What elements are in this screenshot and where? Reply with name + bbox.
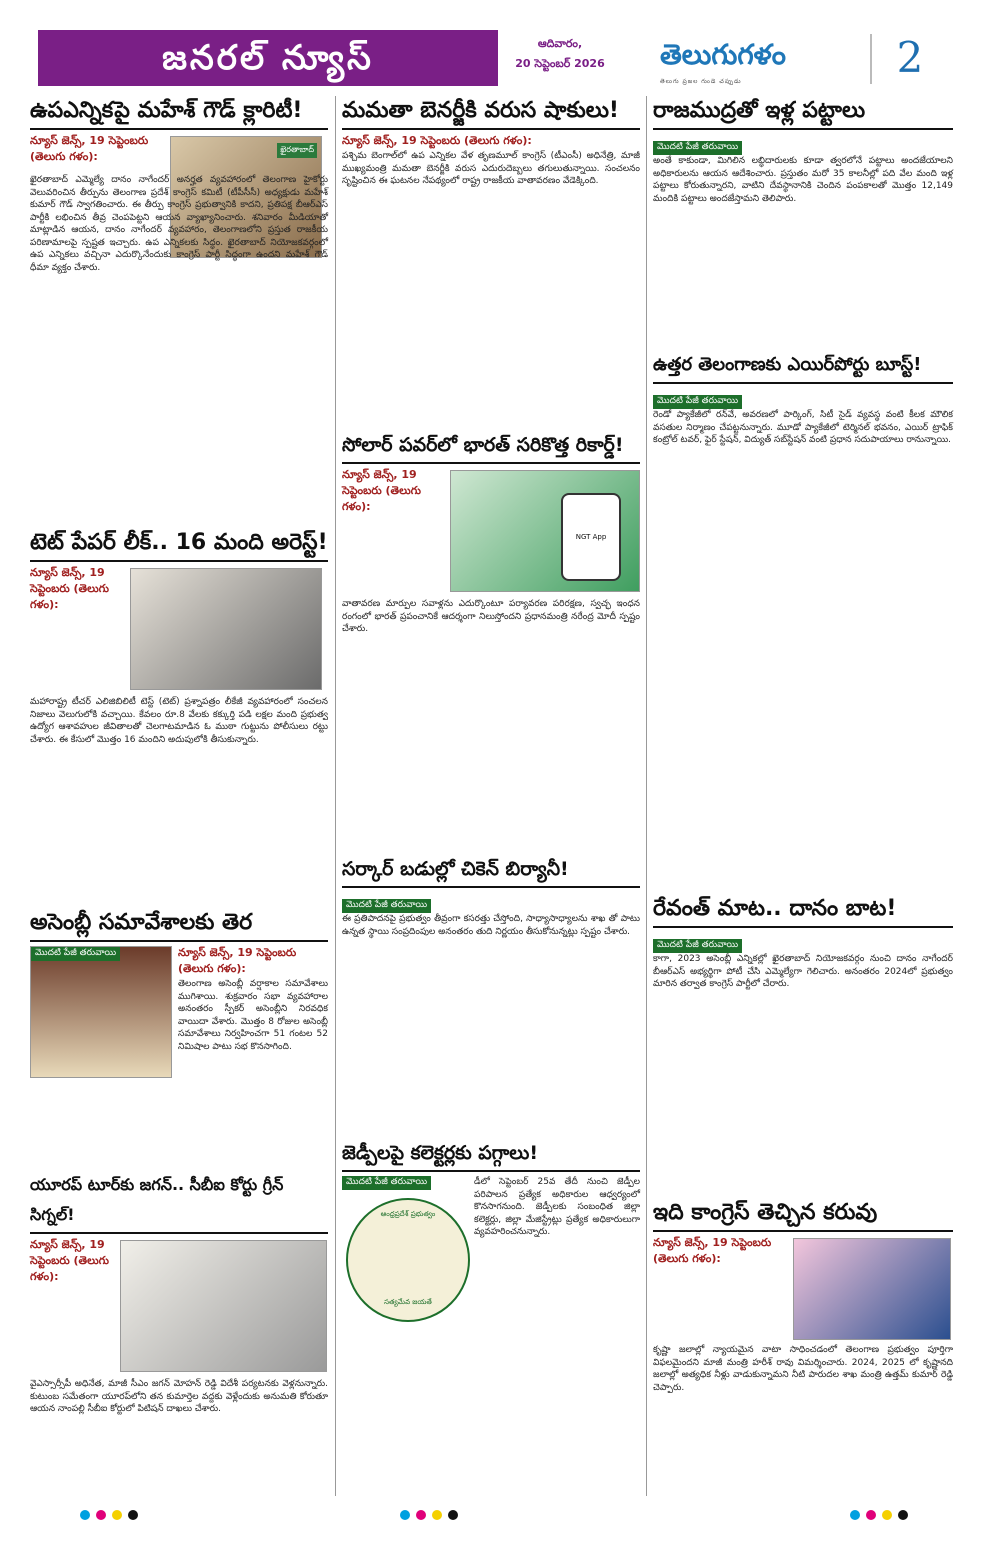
seal-text: ఆంధ్రప్రదేశ్ ప్రభుత్వం [380, 1210, 436, 1218]
headline: టెట్ పేపర్ లీక్.. 16 మంది అరెస్ట్! [30, 528, 328, 562]
continued-tag: మొదటి పేజీ తరువాయి [653, 939, 742, 953]
section-title: జనరల్ న్యూస్ [162, 38, 374, 78]
headline: మమతా బెనర్జీకి వరుస షాకులు! [342, 96, 640, 130]
article-body: తెలంగాణ అసెంబ్లీ వర్షాకాల సమావేశాలు ముగిశాయి. శుక్రవారం సభా వ్యవహారాల అనంతరం స్పీకర్ అసెంబ్లీని నిరవధిక వాయిదా వేశారు. మొత్తం 8 రోజుల అసెంబ్లీ సమావేశాలు నిర్వహించగా 51 గంటల 52 నిమిషాల పాటు సభ కొనసాగింది. [178, 979, 328, 1052]
article-house-pattas [653, 96, 953, 346]
headline: ఉత్తర తెలంగాణకు ఎయిర్‌పోర్టు బూస్ట్! [653, 350, 953, 384]
article-body: రెండో ప్యాకేజీలో రన్‌వే, అవరణలో పార్కింగ్, సిటీ సైడ్ వ్యవస్థ వంటి కీలక మౌలిక వసతుల నిర్మాణం చేపట్టనున్నారు. మూడో ప్యాకేజీలో టెర్మినల్ భవనం, ఎయిర్ ట్రాఫిక్ కంట్రోల్ టవర్, ఫైర్ స్టేషన్, విద్యుత్ సబ్‌స్టేషన్ వంటి ప్రధాన సదుపాయాలు రానున్నాయి. [653, 410, 953, 445]
article-jagan [30, 1170, 328, 1500]
dateline: న్యూస్ జెన్స్, 19 సెప్టెంబరు (తెలుగు గళం): [30, 134, 149, 163]
article-body: మహారాష్ట్ర టీచర్ ఎలిజిబిలిటీ టెస్ట్ (టెట్) ప్రశ్నాపత్రం లీకేజీ వ్యవహారంలో సంచలన నిజాలు వెలుగులోకి వచ్చాయి. కేవలం రూ.8 వేలకు కక్కుర్తి పడి లక్షల మంది ప్రభుత్వ ఉద్యోగ ఆశావహుల జీవితాలతో చెలగాటమాడిన ఓ ముఠా గుట్టును పోలీసులు రట్టు చేశారు. ఈ కేసులో మొత్తం 16 మందిని అదుపులోకి తీసుకున్నారు. [30, 697, 328, 745]
registration-dot [112, 1510, 122, 1520]
headline: అసెంబ్లీ సమావేశాలకు తెర [30, 908, 328, 942]
article-drought [653, 1198, 953, 1498]
registration-dot [866, 1510, 876, 1520]
dateline: న్యూస్ జెన్స్, 19 సెప్టెంబరు (తెలుగు గళం): [342, 468, 421, 513]
headline: రాజముద్రతో ఇళ్ల పట్టాలు [653, 96, 953, 130]
article-zp [342, 1138, 640, 1498]
article-body: ఖైరతాబాద్ ఎమ్మెల్యే దానం నాగేందర్ అనర్హత వ్యవహారంలో తెలంగాణ హైకోర్టు వెలువరించిన తీర్పును తెలంగాణ ప్రదేశ్ కాంగ్రెస్ కమిటీ (టీపీసీసీ) అధ్యక్షుడు మహేశ్ కుమార్ గౌడ్ స్వాగతించారు. ఈ తీర్పు కాంగ్రెస్ ప్రభుత్వానికి కాదని, ప్రతిపక్ష బీఆర్‌ఎస్ పార్టీకి లభించిన తీవ్ర చెంపపెట్టని ఆయన వ్యాఖ్యానించారు. శనివారం మీడియాతో మాట్లాడిన ఆయన, దానం నాగేందర్ వ్యవహారం, తెలంగాణలోని ప్రస్తుత రాజకీయ పరిణామాలపై స్పష్టత ఇచ్చారు. ఉప ఎన్నికలకు సిద్ధం. ఖైరతాబాద్ నియోజకవర్గంలో ఉప ఎన్నికలు వచ్చినా ఎదుర్కొనేందుకు కాంగ్రెస్ పార్టీ సిద్ధంగా ఉందని మహేశ్ గౌడ్ ధీమా వ్యక్తం చేశారు. [30, 175, 328, 273]
exam-photo [130, 568, 322, 690]
registration-dot [128, 1510, 138, 1520]
registration-dot [96, 1510, 106, 1520]
continued-tag: మొదటి పేజీ తరువాయి [653, 395, 742, 409]
day-label: ఆదివారం, [537, 37, 583, 50]
article-body: వాతావరణ మార్పుల సవాళ్లను ఎదుర్కొంటూ పర్యావరణ పరిరక్షణ, స్వచ్ఛ ఇంధన రంగంలో భారత్ ప్రపంచానికే ఆదర్శంగా నిలుస్తోందని ప్రధానమంత్రి నరేంద్ర మోదీ స్పష్టం చేశారు. [342, 599, 640, 634]
article-body: వైఎస్సార్సీపీ అధినేత, మాజీ సీఎం జగన్ మోహన్ రెడ్డి విదేశీ పర్యటనకు వెళ్లనున్నారు. కుటుంబ సమేతంగా యూరప్‌లోని తన కుమార్తెల వద్దకు వెళ్లేందుకు అనుమతి కోరుతూ ఆయన నాంపల్లి సీబీఐ కోర్టులో పిటిషన్ దాఖలు చేశారు. [30, 1379, 328, 1414]
article-mahesh-goud [30, 96, 328, 524]
article-solar [342, 430, 640, 850]
date-block [510, 34, 610, 74]
jagan-photo [120, 1240, 327, 1372]
dateline: న్యూస్ జెన్స్, 19 సెప్టెంబరు (తెలుగు గళం): [342, 134, 532, 147]
dateline: న్యూస్ జెన్స్, 19 సెప్టెంబరు (తెలుగు గళం): [30, 566, 109, 611]
assembly-photo [30, 946, 172, 1078]
registration-marks [850, 1510, 908, 1520]
headline: ఇది కాంగ్రెస్ తెచ్చిన కరువు [653, 1198, 953, 1232]
registration-marks [80, 1510, 138, 1520]
dateline: న్యూస్ జెన్స్, 19 సెప్టెంబరు (తెలుగు గళం): [30, 1238, 109, 1283]
column-left [30, 96, 328, 1496]
column-divider [646, 96, 647, 1496]
continued-tag: మొదటి పేజీ తరువాయి [342, 899, 431, 913]
photo-caption: ఖైరతాబాద్ [277, 143, 317, 158]
headline: యూరప్ టూర్‌కు జగన్.. సీబీఐ కోర్టు గ్రీన్ సిగ్నల్! [30, 1170, 328, 1234]
article-revanth [653, 894, 953, 1194]
article-tet-leak [30, 528, 328, 903]
registration-dot [80, 1510, 90, 1520]
government-seal [346, 1198, 470, 1322]
headline: సోలార్ పవర్‌లో భారత్ సరికొత్త రికార్డ్! [342, 430, 640, 464]
continued-tag: మొదటి పేజీ తరువాయి [653, 141, 742, 155]
headline: సర్కార్ బడుల్లో చికెన్ బిర్యానీ! [342, 854, 640, 888]
registration-marks [400, 1510, 458, 1520]
date-label: 20 సెప్టెంబర్ 2026 [515, 57, 605, 70]
page-number: 2 [896, 33, 924, 82]
masthead-logo [660, 38, 848, 85]
solar-photo [450, 470, 640, 592]
registration-dot [898, 1510, 908, 1520]
column-right [653, 96, 953, 1496]
registration-dot [432, 1510, 442, 1520]
dateline: న్యూస్ జెన్స్, 19 సెప్టెంబరు (తెలుగు గళం): [178, 946, 297, 975]
article-biryani [342, 854, 640, 1134]
article-airport [653, 350, 953, 890]
registration-dot [400, 1510, 410, 1520]
logo-tagline: తెలుగు ప్రజల గుండె చప్పుడు [660, 78, 742, 85]
header-divider [870, 34, 872, 84]
dateline: న్యూస్ జెన్స్, 19 సెప్టెంబరు (తెలుగు గళం): [653, 1236, 772, 1265]
column-divider [335, 96, 336, 1496]
registration-dot [416, 1510, 426, 1520]
app-phone: NGT App [561, 493, 621, 581]
article-body: అంతే కాకుండా, మిగిలిన లబ్ధిదారులకు కూడా త్వరలోనే పట్టాలు అందజేయాలని అధికారులను ఆయన ఆదేశించారు. ప్రస్తుతం మరో 35 కాలనీల్లో పది వేల మంది ఇళ్ల పట్టాలు కోరుతున్నారని, వాటిని దేవస్థానానికి చెందిన పంపకాలతో మొత్తం 12,149 మందికి పట్టాలు అందజేస్తామని తెలిపారు. [653, 156, 953, 204]
article-body: పశ్చిమ బెంగాల్‌లో ఉప ఎన్నికల వేళ తృణమూల్ కాంగ్రెస్ (టీఎంసీ) అధినేత్రి, మాజీ ముఖ్యమంత్రి మమతా బెనర్జీకి వరుస ఎదురుదెబ్బలు తగులుతున్నాయి. సంచలనం సృష్టించిన ఈ ఘటనల నేపథ్యంలో రాష్ట్ర రాజకీయ వాతావరణం వేడెక్కింది. [342, 151, 640, 186]
article-assembly [30, 908, 328, 1166]
column-middle [342, 96, 640, 1496]
continued-tag: మొదటి పేజీ తరువాయి [31, 947, 120, 961]
registration-dot [882, 1510, 892, 1520]
headline: ఉపఎన్నికపై మహేశ్ గౌడ్ క్లారిటీ! [30, 96, 328, 130]
headline: రేవంత్ మాట.. దానం బాట! [653, 894, 953, 928]
logo-text: తెలుగుగళం [660, 38, 786, 71]
continued-tag: మొదటి పేజీ తరువాయి [342, 1176, 431, 1190]
article-body: డీలో సెప్టెంబర్ 25వ తేదీ నుంచి జెడ్పీల పరిపాలన ప్రత్యేక అధికారుల ఆధ్వర్యంలో కొనసాగనుంది. జెడ్పీలకు సంబంధిత జిల్లా కలెక్టర్లు, జిల్లా మేజిస్ట్రేట్లు ప్రత్యేక అధికారులుగా వ్యవహరించనున్నారు. [474, 1177, 640, 1237]
seal-motto: సత్యమేవ జయతే [384, 1298, 432, 1306]
registration-dot [448, 1510, 458, 1520]
headline: జెడ్పీలపై కలెక్టర్లకు పగ్గాలు! [342, 1138, 640, 1172]
registration-dot [850, 1510, 860, 1520]
article-mamata [342, 96, 640, 426]
article-body: ఈ ప్రతిపాదనపై ప్రభుత్వం తీవ్రంగా కసరత్తు చేస్తోంది, సాధ్యాసాధ్యాలను శాఖ తో పాటు ఉన్నత స్థాయి సంప్రదింపుల అనంతరం తుది నిర్ణయం తీసుకోనున్నట్లు స్పష్టం చేశారు. [342, 914, 640, 937]
section-banner [38, 30, 498, 86]
harish-rao-photo [793, 1238, 951, 1340]
article-body: కృష్ణా జలాల్లో న్యాయమైన వాటా సాధించడంలో తెలంగాణ ప్రభుత్వం పూర్తిగా విఫలమైందని మాజీ మంత్రి హరీశ్ రావు విమర్శించారు. 2024, 2025 లో కృష్ణానది జలాల్లో అత్యధిక నీళ్లు వాడుకున్నామని నీటి పారుదల శాఖ మంత్రి ఉత్తమ్ కుమార్ రెడ్డి చెప్పారు. [653, 1345, 953, 1393]
article-body: కాగా, 2023 అసెంబ్లీ ఎన్నికల్లో ఖైరతాబాద్ నియోజకవర్గం నుంచి దానం నాగేందర్ బీఆర్‌ఎస్ అభ్యర్థిగా పోటీ చేసి ఎమ్మెల్యేగా గెలిచారు. అనంతరం 2024లో ప్రభుత్వం మారిన తర్వాత కాంగ్రెస్ పార్టీలో చేరారు. [653, 954, 953, 989]
